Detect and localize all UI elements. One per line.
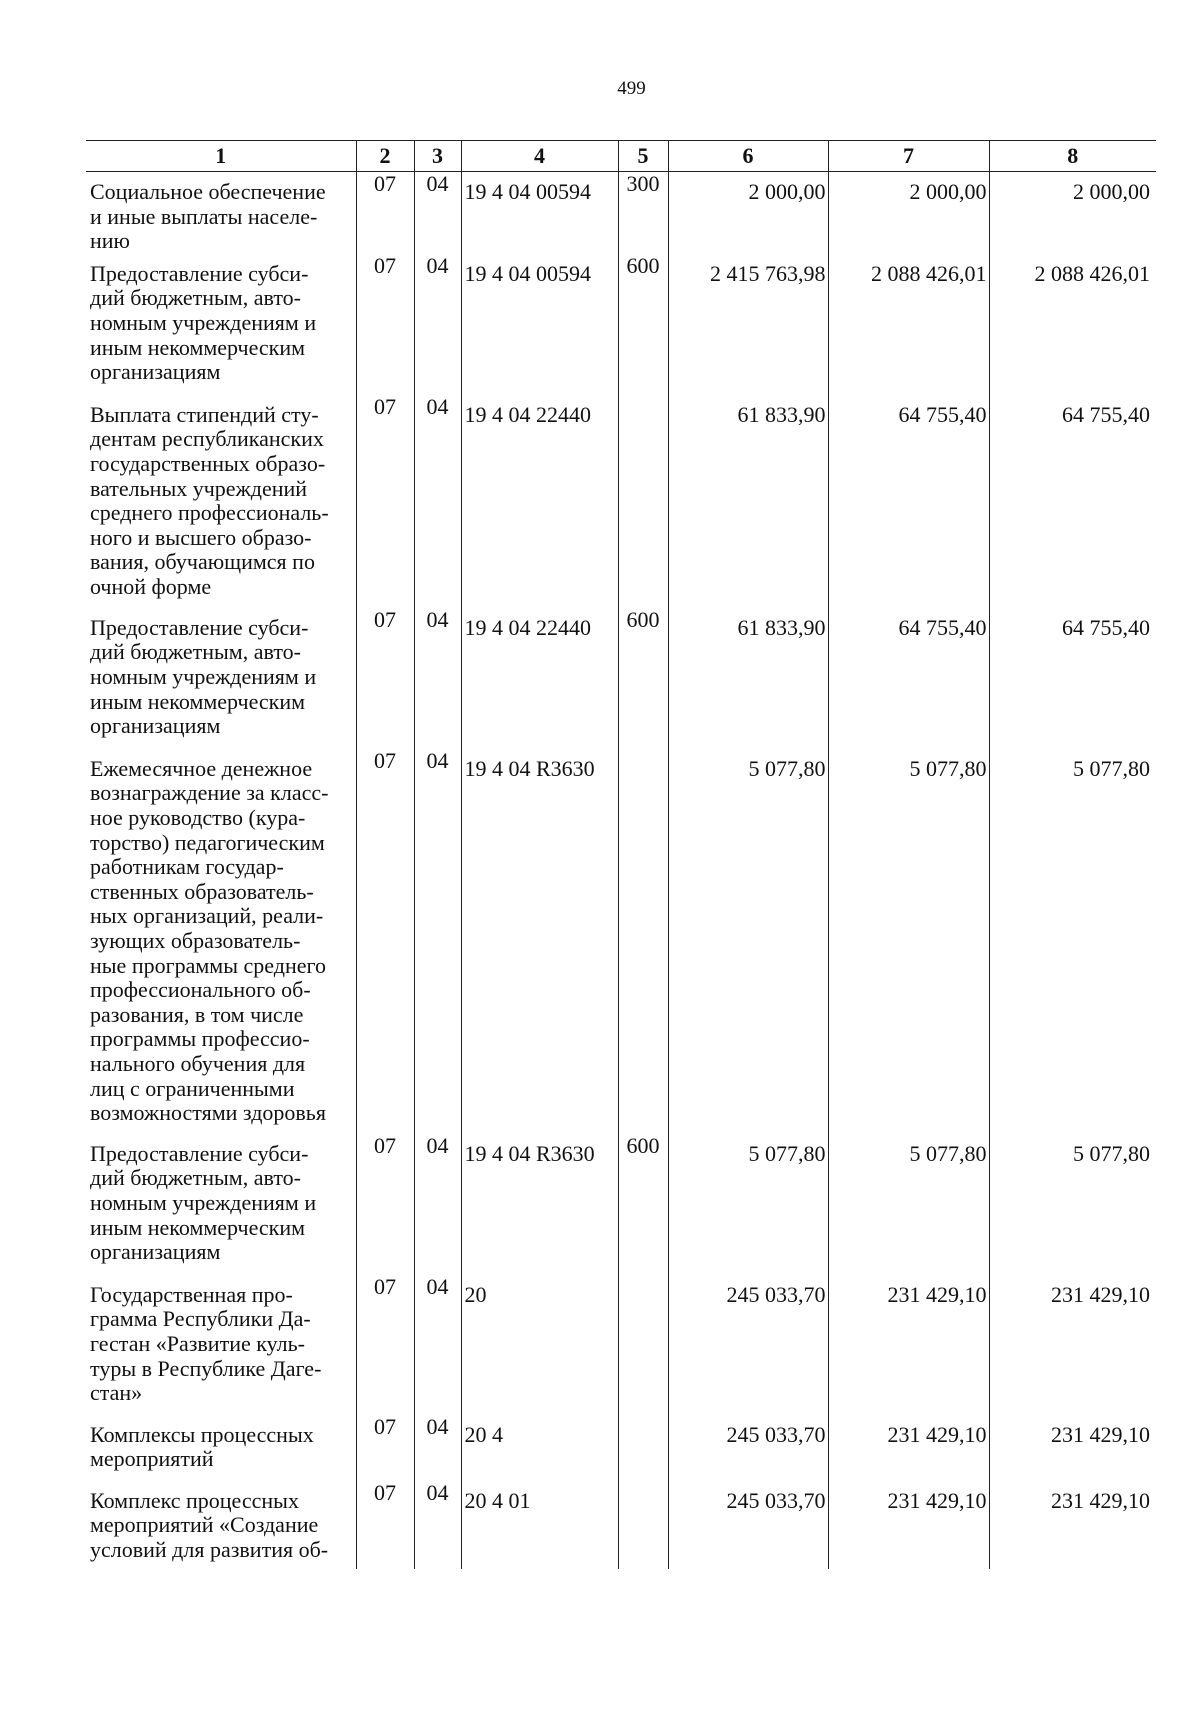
amount-col-6: 245 033,70	[668, 1275, 828, 1415]
subsection-code: 04	[414, 1134, 461, 1275]
expense-type-code	[618, 749, 668, 1134]
target-article-code: 20 4	[461, 1415, 618, 1481]
subsection-code: 04	[414, 749, 461, 1134]
target-article-code: 19 4 04 22440	[461, 395, 618, 608]
amount-col-7: 2 000,00	[828, 172, 989, 254]
row-name: Ежемесячное денежное вознаграждение за класс- ное руководство (кура- торство) педагогическим работникам государ- ственных образователь- ных организаций, реали- зующих образователь- ные программы среднего профессионального об- разования, в том числе программы профессио- нального обучения для лиц с ограниченными возможностями здоровья	[90, 755, 329, 1126]
row-name: Государственная про- грамма Республики Да- гестан «Развитие куль- туры в Республике Даге- стан»	[90, 1281, 322, 1406]
expense-type-code: 600	[618, 1134, 668, 1275]
amount-col-6: 245 033,70	[668, 1481, 828, 1569]
budget-table	[86, 140, 1156, 1569]
column-header: 7	[828, 141, 989, 172]
amount-col-7: 231 429,10	[828, 1275, 989, 1415]
amount-col-7: 231 429,10	[828, 1415, 989, 1481]
amount-col-6: 2 000,00	[668, 172, 828, 254]
row-name: Предоставление субси- дий бюджетным, авто- номным учреждениям и иным некоммерческим организациям	[90, 614, 317, 739]
amount-col-8: 2 088 426,01	[989, 254, 1156, 395]
amount-col-8: 64 755,40	[989, 608, 1156, 749]
table-row	[86, 608, 1156, 749]
amount-col-8: 5 077,80	[989, 749, 1156, 1134]
section-code: 07	[356, 1481, 414, 1569]
target-article-code: 20	[461, 1275, 618, 1415]
amount-col-6: 245 033,70	[668, 1415, 828, 1481]
column-header: 1	[86, 141, 356, 172]
expense-type-code: 600	[618, 608, 668, 749]
table-row	[86, 254, 1156, 395]
table-row	[86, 1481, 1156, 1569]
amount-col-7: 5 077,80	[828, 749, 989, 1134]
subsection-code: 04	[414, 608, 461, 749]
column-header: 8	[989, 141, 1156, 172]
section-code: 07	[356, 1415, 414, 1481]
expense-type-code	[618, 1481, 668, 1569]
table-row	[86, 1415, 1156, 1481]
section-code: 07	[356, 1275, 414, 1415]
header-row	[86, 141, 1156, 172]
subsection-code: 04	[414, 254, 461, 395]
amount-col-8: 64 755,40	[989, 395, 1156, 608]
section-code: 07	[356, 608, 414, 749]
column-header: 2	[356, 141, 414, 172]
subsection-code: 04	[414, 1481, 461, 1569]
amount-col-7: 2 088 426,01	[828, 254, 989, 395]
row-name: Социальное обеспечение и иные выплаты населе- нию	[90, 179, 326, 254]
section-code: 07	[356, 395, 414, 608]
section-code: 07	[356, 749, 414, 1134]
column-header: 3	[414, 141, 461, 172]
subsection-code: 04	[414, 395, 461, 608]
target-article-code: 19 4 04 00594	[461, 172, 618, 254]
table-row	[86, 172, 1156, 254]
target-article-code: 20 4 01	[461, 1481, 618, 1569]
amount-col-8: 2 000,00	[989, 172, 1156, 254]
row-name: Комплексы процессных мероприятий	[90, 1421, 314, 1472]
row-name: Предоставление субси- дий бюджетным, авто- номным учреждениям и иным некоммерческим организациям	[90, 1140, 317, 1265]
amount-col-6: 2 415 763,98	[668, 254, 828, 395]
amount-col-7: 231 429,10	[828, 1481, 989, 1569]
amount-col-8: 5 077,80	[989, 1134, 1156, 1275]
row-name: Выплата стипендий сту- дентам республиканских государственных образо- вательных учреждений среднего профессиональ- ного и высшего образо- вания, обучающимся по очной форме	[90, 401, 329, 599]
row-name: Комплекс процессных мероприятий «Создание условий для развития об-	[90, 1487, 329, 1562]
amount-col-7: 64 755,40	[828, 608, 989, 749]
table-row	[86, 395, 1156, 608]
column-header: 5	[618, 141, 668, 172]
target-article-code: 19 4 04 R3630	[461, 1134, 618, 1275]
target-article-code: 19 4 04 R3630	[461, 749, 618, 1134]
amount-col-7: 5 077,80	[828, 1134, 989, 1275]
amount-col-6: 61 833,90	[668, 395, 828, 608]
table-row	[86, 1134, 1156, 1275]
table-row	[86, 749, 1156, 1134]
section-code: 07	[356, 254, 414, 395]
target-article-code: 19 4 04 22440	[461, 608, 618, 749]
expense-type-code: 600	[618, 254, 668, 395]
column-header: 4	[461, 141, 618, 172]
page-number: 499	[617, 78, 646, 99]
section-code: 07	[356, 1134, 414, 1275]
expense-type-code	[618, 395, 668, 608]
subsection-code: 04	[414, 172, 461, 254]
section-code: 07	[356, 172, 414, 254]
column-header: 6	[668, 141, 828, 172]
amount-col-8: 231 429,10	[989, 1481, 1156, 1569]
subsection-code: 04	[414, 1415, 461, 1481]
amount-col-6: 61 833,90	[668, 608, 828, 749]
expense-type-code	[618, 1275, 668, 1415]
subsection-code: 04	[414, 1275, 461, 1415]
amount-col-8: 231 429,10	[989, 1275, 1156, 1415]
amount-col-6: 5 077,80	[668, 1134, 828, 1275]
expense-type-code	[618, 1415, 668, 1481]
amount-col-6: 5 077,80	[668, 749, 828, 1134]
target-article-code: 19 4 04 00594	[461, 254, 618, 395]
expense-type-code: 300	[618, 172, 668, 254]
table-row	[86, 1275, 1156, 1415]
row-name: Предоставление субси- дий бюджетным, авто- номным учреждениям и иным некоммерческим организациям	[90, 260, 317, 385]
amount-col-7: 64 755,40	[828, 395, 989, 608]
amount-col-8: 231 429,10	[989, 1415, 1156, 1481]
